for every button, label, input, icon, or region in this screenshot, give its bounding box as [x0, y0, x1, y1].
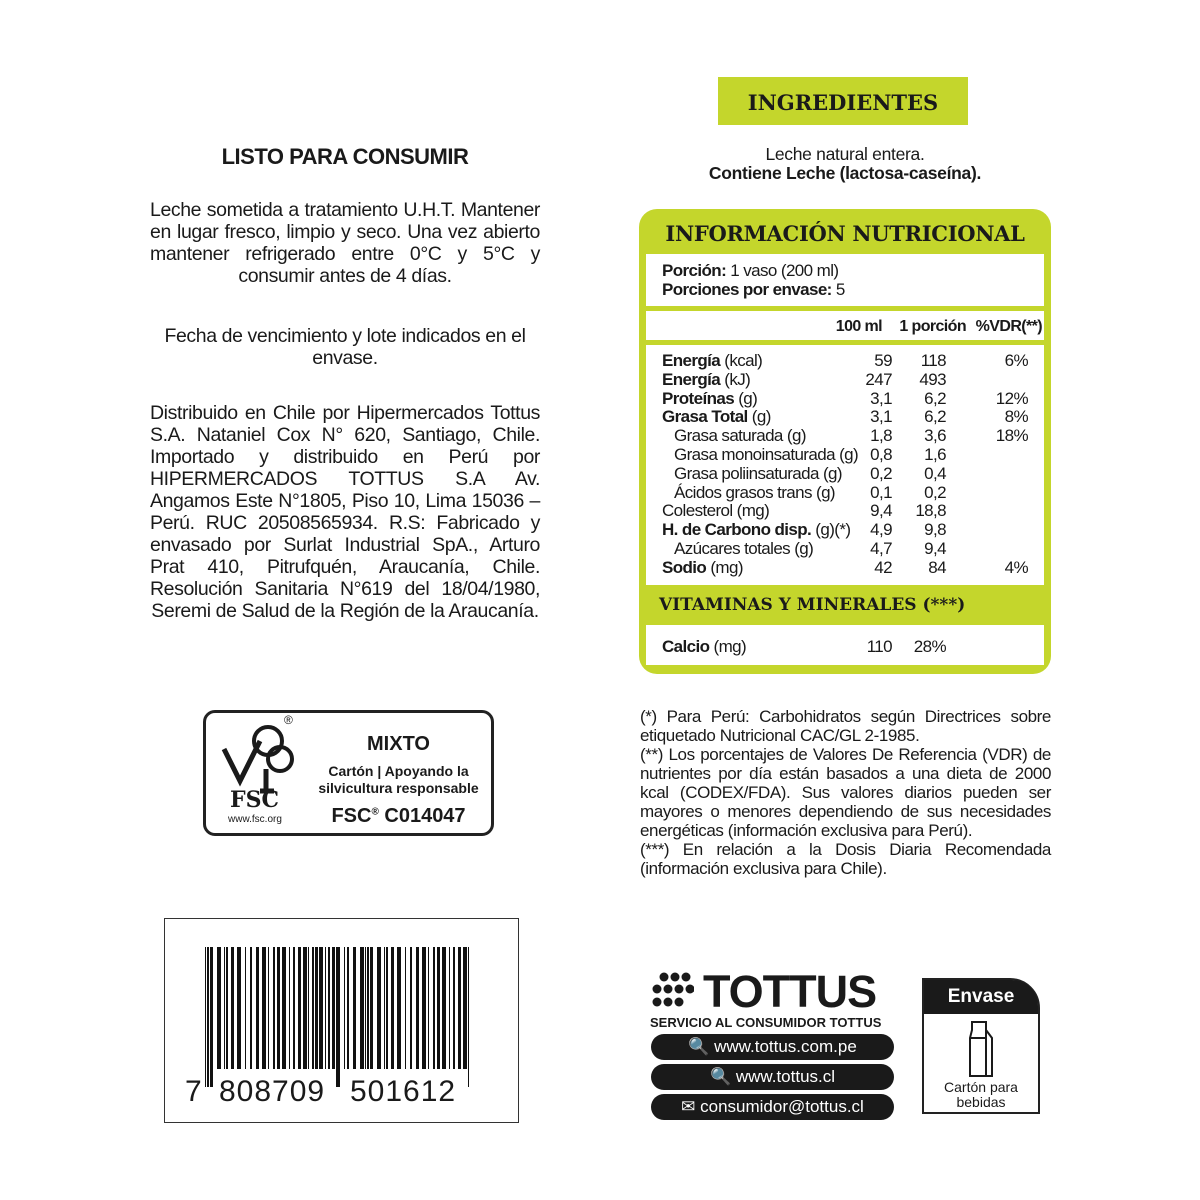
nutrient-row: [662, 558, 1032, 577]
value-100ml: 1,8: [870, 426, 892, 446]
carton-icon: [966, 1020, 996, 1078]
packaging-title: Envase: [924, 980, 1038, 1014]
value-vdr: 8%: [1004, 407, 1028, 427]
fsc-code-prefix: FSC: [331, 805, 372, 827]
value-portion: 118: [920, 351, 946, 370]
portion-value: 1 vaso (200 ml): [730, 261, 839, 280]
nutrient-unit: (g): [839, 445, 859, 464]
nutrient-unit: (g): [794, 539, 814, 558]
barcode-right-digits: 501612: [350, 1075, 457, 1108]
search-icon: 🔍: [709, 1067, 732, 1086]
nutrient-name: Grasa Total: [662, 407, 748, 427]
allergen-line: Contiene Leche (lactosa-caseína).: [708, 163, 982, 183]
barcode-bar: [468, 947, 469, 1087]
link-tottus-pe[interactable]: [651, 1034, 894, 1060]
nutrient-unit: (kcal): [724, 351, 763, 370]
barcode-bar: [422, 947, 426, 1069]
tottus-dots-icon: [652, 972, 694, 1010]
fsc-description: Cartón | Apoyando la silvicultura responsable: [318, 763, 479, 796]
envelope-icon: ✉: [681, 1097, 696, 1116]
value-portion: 0,4: [924, 463, 946, 483]
barcode-bar: [312, 947, 314, 1069]
barcode-bar: [308, 947, 309, 1069]
value-100ml: 3,1: [870, 407, 892, 427]
nutrient-name: Ácidos grasos trans: [674, 482, 812, 502]
value-100ml: 4,9: [870, 520, 892, 540]
fsc-code: [306, 805, 491, 828]
barcode-bar: [442, 947, 446, 1069]
nutrient-rows: [646, 345, 1044, 585]
barcode-bar: [458, 947, 461, 1069]
barcode-bar: [224, 947, 225, 1069]
barcode-bar: [463, 947, 467, 1069]
barcode-bar: [437, 947, 440, 1069]
value-portion: 6,2: [924, 388, 946, 408]
nutrient-unit: (mg): [736, 501, 770, 521]
barcode-bar: [344, 947, 345, 1069]
barcode-bar: [231, 947, 234, 1069]
barcode-bar: [353, 947, 356, 1069]
barcode-bar: [319, 947, 323, 1069]
nutrient-name: Proteínas: [662, 388, 735, 408]
fsc-logo-text: FSC: [230, 787, 280, 813]
link-text: consumidor@tottus.cl: [700, 1097, 864, 1116]
value-100ml: 0,2: [870, 463, 892, 483]
barcode-bar: [336, 947, 340, 1087]
fsc-code-number: C014047: [384, 805, 466, 827]
nutrient-name: Energía: [662, 369, 721, 389]
nutrient-row: [662, 501, 1032, 520]
barcode-bar: [205, 947, 206, 1087]
fsc-url: www.fsc.org: [228, 814, 282, 825]
nutrient-name: Energía: [662, 351, 721, 370]
barcode-bar: [210, 947, 213, 1087]
barcode-bar: [365, 947, 366, 1069]
nutrient-unit: (kJ): [724, 369, 751, 389]
barcode-bars: [205, 947, 475, 1087]
barcode-bar: [347, 947, 349, 1069]
nutrient-row: [662, 520, 1032, 539]
barcode-bar: [237, 947, 241, 1069]
value-portion: 9,4: [924, 539, 946, 558]
ingredients-line: Leche natural entera.: [765, 144, 925, 164]
packaging-badge: [922, 978, 1040, 1114]
barcode-bar: [332, 947, 335, 1069]
barcode-bar: [256, 947, 259, 1069]
value-100ml: 247: [865, 369, 892, 389]
ready-to-drink-title: LISTO PARA CONSUMIR: [221, 144, 469, 169]
nutrient-name: Colesterol: [662, 501, 733, 521]
barcode-bar: [428, 947, 429, 1069]
value-100ml: 0,1: [870, 482, 892, 502]
barcode-bar: [360, 947, 364, 1069]
barcode: [164, 918, 519, 1123]
vitamins-title: VITAMINAS Y MINERALES (***): [659, 595, 966, 615]
nutrient-row: [662, 445, 1032, 464]
tottus-logo: TOTTUS: [703, 966, 877, 1017]
calcium-row: [662, 637, 1032, 656]
footnote: (***) En relación a la Dosis Diaria Recomendada (información exclusiva para Chile).: [640, 840, 1051, 878]
nutrient-unit: (g)(*): [815, 520, 851, 540]
distribution-info: Distribuido en Chile por Hipermercados Tottus S.A. Nataniel Cox N° 620, Santiago, Chile. Importado y distribuido en Perú por HIPERMERCADOS TOTTUS S.A Av. Angamos Este N°1805, Piso 10, Lima 15036 – Perú. RUC 20508565934. R.S: Fabricado y envasado por Surlat Industrial SpA., Arturo Prat 410, Pitrufquén, Araucanía, Chile. Resolución Sanitaria N°619 del 18/04/1980, Seremi de Salud de la Región de la Araucanía.: [150, 402, 540, 622]
nutrient-row: [662, 426, 1032, 445]
value-vdr: 4%: [1004, 557, 1028, 577]
barcode-bar: [262, 947, 266, 1069]
consumer-service-label: SERVICIO AL CONSUMIDOR TOTTUS: [650, 1015, 882, 1030]
fsc-code-reg: ®: [371, 806, 379, 818]
nutrition-title: INFORMACIÓN NUTRICIONAL: [665, 221, 1025, 246]
barcode-bar: [245, 947, 246, 1069]
value-portion: 9,8: [924, 520, 946, 540]
barcode-bar: [293, 947, 295, 1069]
calcium-vdr: 28%: [913, 637, 946, 656]
portion-box: [646, 254, 1044, 306]
value-portion: 18,8: [915, 501, 946, 521]
link-tottus-cl[interactable]: [651, 1064, 894, 1090]
barcode-left-digits: 808709: [219, 1075, 326, 1108]
barcode-bar: [277, 947, 280, 1069]
nutrient-unit: (g): [738, 388, 758, 408]
value-portion: 6,2: [924, 407, 946, 427]
registered-mark: ®: [284, 713, 293, 727]
barcode-bar: [303, 947, 307, 1069]
value-100ml: 42: [874, 557, 892, 577]
barcode-bar: [397, 947, 401, 1069]
nutrient-name: Azúcares totales: [674, 539, 791, 558]
value-vdr: 6%: [1004, 351, 1028, 370]
footnote: (**) Los porcentajes de Valores De Referencia (VDR) de nutrientes por día están basados a una dieta de 2000 kcal (CODEX/FDA). Sus valores diarios pueden ser mayores o menores dependiendo de sus necesidades energéticas (información exclusiva para Perú).: [640, 745, 1051, 840]
barcode-bar: [386, 947, 388, 1069]
ingredients-text: [640, 145, 1050, 183]
fsc-label: [203, 710, 494, 836]
link-text: www.tottus.cl: [735, 1067, 836, 1086]
link-email[interactable]: [651, 1094, 894, 1120]
expiry-note: Fecha de vencimiento y lote indicados en el envase.: [164, 325, 526, 369]
barcode-bar: [410, 947, 412, 1069]
barcode-bar: [453, 947, 455, 1069]
nutrient-row: [662, 407, 1032, 426]
value-portion: 1,6: [924, 445, 946, 464]
barcode-bar: [370, 947, 373, 1069]
value-100ml: 59: [874, 351, 892, 370]
nutrient-name: Grasa monoinsaturada: [674, 445, 835, 464]
barcode-bar: [273, 947, 275, 1069]
nutrient-row: [662, 483, 1032, 502]
storage-instructions: Leche sometida a tratamiento U.H.T. Mantener en lugar fresco, limpio y seco. Una vez abierto mantener refrigerado entre 0°C y 5°C y consumir antes de 4 días.: [150, 199, 540, 287]
footnote: (*) Para Perú: Carbohidratos según Directrices sobre etiquetado Nutricional CAC/GL 2-1985.: [640, 707, 1051, 745]
barcode-bar: [325, 947, 326, 1069]
nutrient-row: [662, 370, 1032, 389]
servings-value: 5: [835, 280, 845, 299]
nutrient-unit: (g): [816, 482, 835, 502]
header-vdr: %VDR(**): [975, 318, 1042, 335]
column-header-box: [646, 311, 1044, 340]
value-portion: 3,6: [924, 426, 946, 446]
nutrient-unit: (g): [751, 407, 771, 427]
ingredients-heading: INGREDIENTES: [718, 77, 968, 125]
footnotes: [640, 707, 1051, 878]
barcode-bar: [226, 947, 228, 1069]
header-100ml: 100 ml: [835, 318, 882, 335]
link-text: www.tottus.com.pe: [714, 1037, 857, 1056]
calcium-box: [646, 625, 1044, 665]
barcode-bar: [384, 947, 385, 1069]
barcode-bar: [416, 947, 419, 1069]
calcium-name: Calcio: [662, 637, 710, 656]
nutrient-unit: (g): [823, 463, 842, 483]
barcode-bar: [328, 947, 330, 1069]
calcium-value: 110: [866, 637, 892, 656]
nutrient-name: Grasa poliinsaturada: [674, 463, 819, 483]
value-portion: 493: [919, 369, 946, 389]
value-portion: 0,2: [924, 482, 946, 502]
value-100ml: 3,1: [870, 388, 892, 408]
nutrient-unit: (g): [786, 426, 806, 446]
value-100ml: 4,7: [870, 539, 892, 558]
barcode-bar: [217, 947, 221, 1069]
value-100ml: 9,4: [870, 501, 892, 521]
nutrient-unit: (mg): [710, 557, 743, 577]
barcode-first-digit: 7: [185, 1075, 202, 1108]
barcode-bar: [433, 947, 435, 1069]
barcode-bar: [289, 947, 290, 1069]
barcode-bar: [298, 947, 301, 1069]
header-portion: 1 porción: [899, 318, 966, 335]
value-vdr: 18%: [995, 426, 1028, 446]
nutrition-panel: [639, 209, 1051, 674]
value-portion: 84: [928, 557, 946, 577]
fsc-mix-label: MIXTO: [367, 733, 430, 755]
barcode-bar: [367, 947, 369, 1069]
nutrient-row: [662, 464, 1032, 483]
barcode-bar: [377, 947, 381, 1069]
barcode-bar: [282, 947, 286, 1069]
nutrient-row: [662, 539, 1032, 558]
barcode-bar: [268, 947, 269, 1069]
barcode-bar: [207, 947, 209, 1087]
nutrient-row: [662, 351, 1032, 370]
search-icon: 🔍: [688, 1037, 710, 1056]
calcium-unit: (mg): [713, 637, 747, 656]
nutrient-row: [662, 389, 1032, 408]
packaging-label: Cartón para bebidas: [944, 1079, 1018, 1110]
barcode-bar: [250, 947, 252, 1069]
value-100ml: 0,8: [870, 445, 892, 464]
servings-label: Porciones por envase:: [662, 280, 832, 299]
nutrient-name: H. de Carbono disp.: [662, 520, 812, 540]
nutrient-name: Grasa saturada: [674, 426, 783, 446]
barcode-bar: [449, 947, 450, 1069]
barcode-bar: [391, 947, 394, 1069]
barcode-bar: [405, 947, 406, 1069]
barcode-bar: [315, 947, 318, 1069]
value-vdr: 12%: [995, 388, 1028, 408]
nutrient-name: Sodio: [662, 557, 707, 577]
portion-label: Porción:: [662, 261, 727, 280]
